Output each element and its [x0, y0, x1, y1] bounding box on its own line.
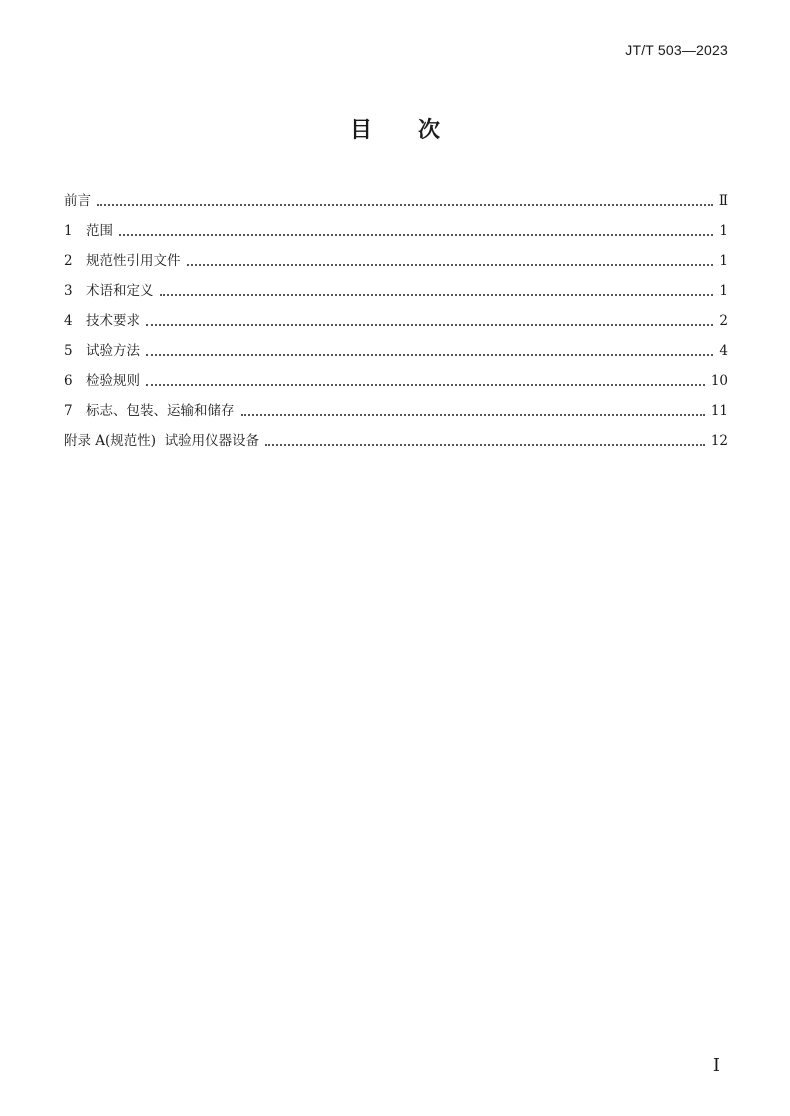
toc-leader-dots — [160, 294, 714, 296]
toc-entry-number: 5 — [64, 343, 73, 359]
toc-entry-label: 附录 A(规范性) 试验用仪器设备 — [64, 433, 260, 449]
toc-entry-technical-requirements[interactable] — [64, 301, 728, 331]
toc-entry-label: 术语和定义 — [86, 283, 154, 299]
toc-leader-dots — [265, 444, 705, 446]
standard-code: JT/T 503—2023 — [625, 42, 728, 58]
toc-entry-page: 11 — [710, 403, 728, 419]
toc-entry-page: 12 — [710, 433, 728, 449]
page-title — [0, 113, 790, 144]
toc-entry-label: 检验规则 — [86, 373, 140, 389]
toc-entry-foreword[interactable] — [64, 181, 728, 211]
toc-entry-label: 前言 — [64, 193, 91, 209]
toc-entry-label: 标志、包装、运输和储存 — [86, 403, 235, 419]
toc-entry-number: 1 — [64, 223, 73, 239]
toc-entry-terms-definitions[interactable] — [64, 271, 728, 301]
toc-entry-page: Ⅱ — [718, 193, 728, 209]
table-of-contents — [64, 181, 728, 451]
toc-entry-label: 规范性引用文件 — [86, 253, 181, 269]
toc-entry-page: 4 — [719, 343, 728, 359]
toc-entry-scope[interactable] — [64, 211, 728, 241]
toc-entry-inspection-rules[interactable] — [64, 361, 728, 391]
toc-entry-annex-a[interactable] — [64, 421, 728, 451]
page-number: I — [712, 1055, 720, 1076]
toc-entry-page: 2 — [719, 313, 728, 329]
toc-entry-normative-references[interactable] — [64, 241, 728, 271]
toc-entry-number: 6 — [64, 373, 73, 389]
toc-entry-number: 2 — [64, 253, 73, 269]
toc-entry-page: 1 — [719, 283, 728, 299]
toc-entry-label: 技术要求 — [86, 313, 140, 329]
toc-entry-page: 1 — [719, 253, 728, 269]
toc-entry-marking-packaging[interactable] — [64, 391, 728, 421]
toc-leader-dots — [187, 264, 714, 266]
toc-leader-dots — [146, 384, 705, 386]
toc-entry-label: 试验方法 — [86, 343, 140, 359]
title-char-1: 目 — [349, 118, 372, 143]
toc-entry-number: 4 — [64, 313, 73, 329]
toc-leader-dots — [119, 234, 713, 236]
toc-entry-label: 范围 — [86, 223, 113, 239]
toc-leader-dots — [146, 354, 713, 356]
toc-leader-dots — [241, 414, 705, 416]
toc-entry-number: 7 — [64, 403, 73, 419]
toc-leader-dots — [146, 324, 713, 326]
toc-entry-number: 3 — [64, 283, 73, 299]
toc-entry-test-methods[interactable] — [64, 331, 728, 361]
toc-entry-page: 10 — [710, 373, 728, 389]
toc-entry-page: 1 — [719, 223, 728, 239]
title-char-2: 次 — [418, 118, 441, 143]
toc-leader-dots — [97, 204, 713, 206]
